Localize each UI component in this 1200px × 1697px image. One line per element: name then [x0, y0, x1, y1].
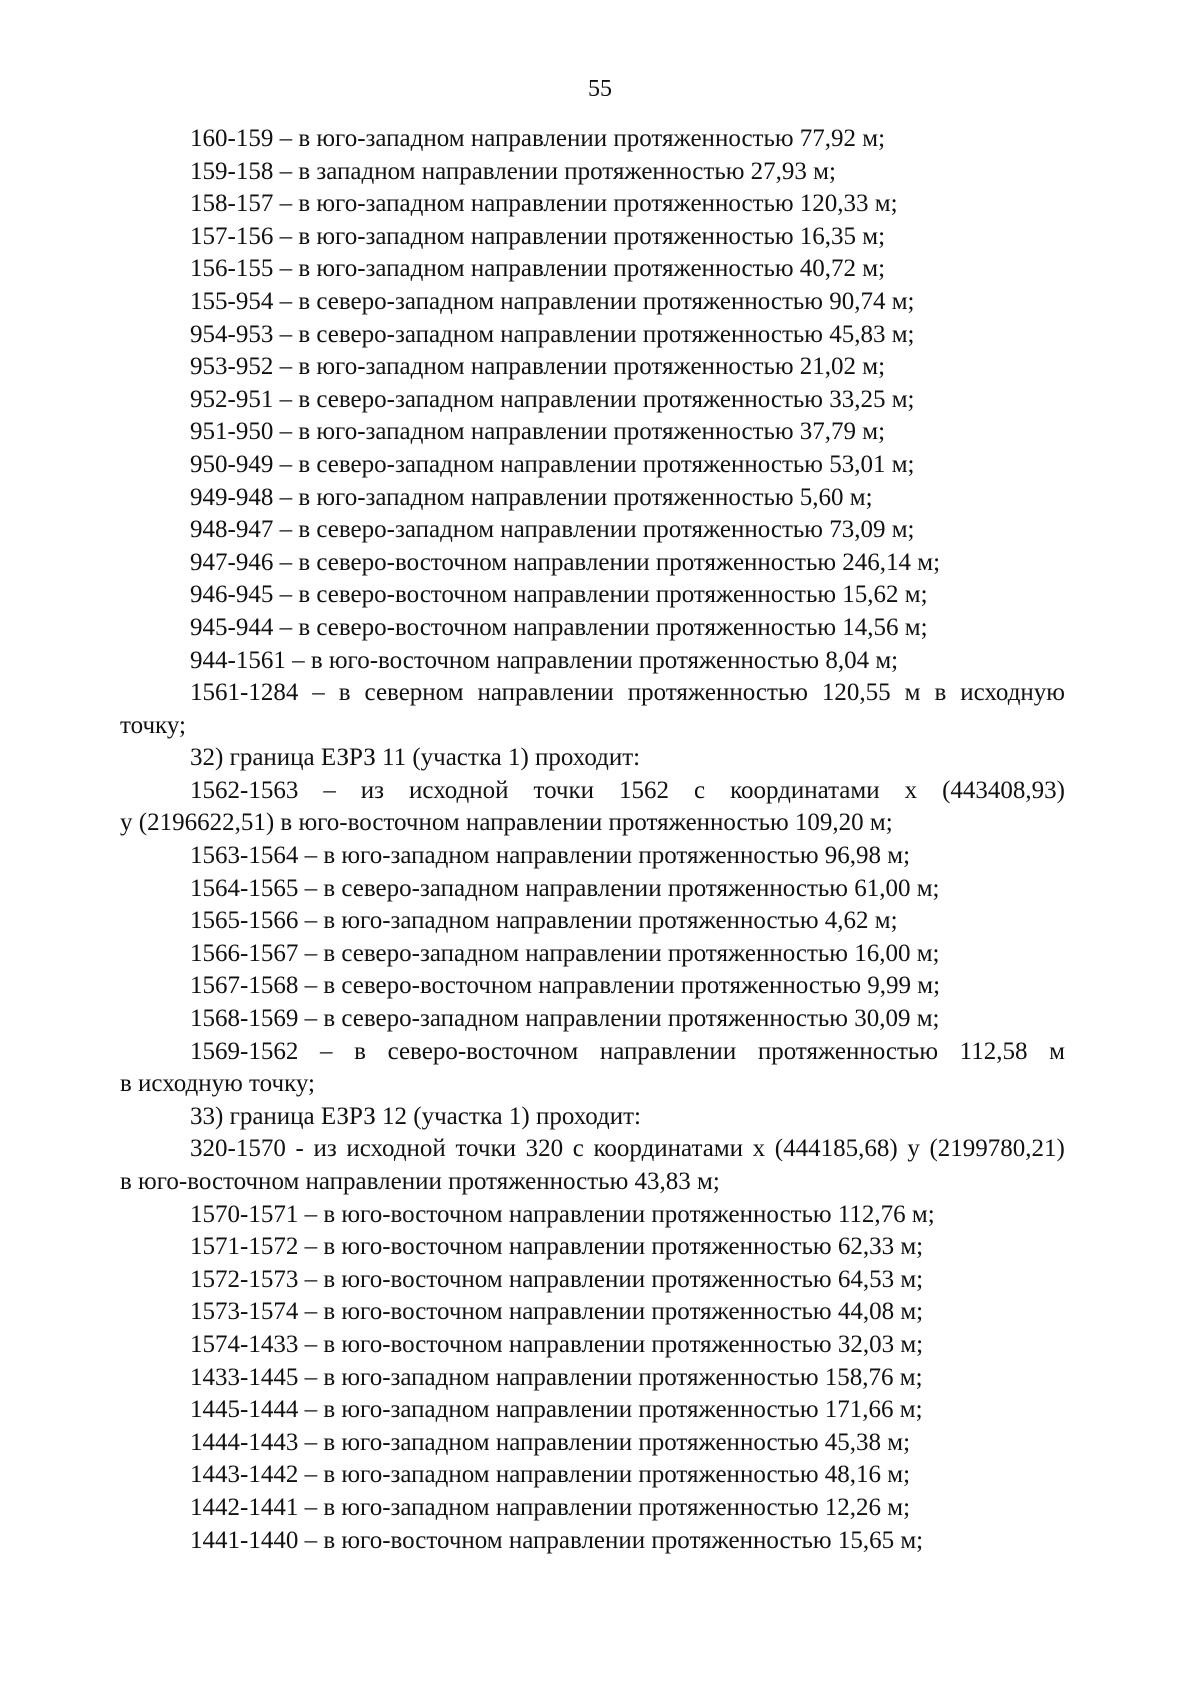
- boundary-line: 951-950 – в юго-западном направлении протяженностью 37,79 м;: [190, 418, 886, 446]
- line-word: в: [934, 679, 947, 707]
- line-word: х: [752, 1135, 766, 1163]
- line-word: 120,55: [821, 679, 891, 707]
- boundary-line: 157-156 – в юго-западном направлении протяженностью 16,35 м;: [190, 222, 886, 250]
- boundary-line: 1445-1444 – в юго-западном направлении протяженностью 171,66 м;: [190, 1396, 923, 1424]
- boundary-line: 948-947 – в северо-западном направлении протяженностью 73,09 м;: [190, 516, 915, 544]
- line-word: –: [323, 776, 336, 804]
- line-word: –: [319, 1037, 333, 1065]
- line-word: направлении: [477, 679, 614, 707]
- line-word: (2199780,21): [929, 1135, 1065, 1163]
- boundary-line: 155-954 – в северо-западном направлении протяженностью 90,74 м;: [190, 287, 915, 315]
- boundary-line: 1564-1565 – в северо-западном направлении протяженностью 61,00 м;: [190, 874, 940, 902]
- line-word: у: [907, 1135, 920, 1163]
- boundary-line: 950-949 – в северо-западном направлении протяженностью 53,01 м;: [190, 450, 915, 478]
- line-word: 112,58: [959, 1037, 1028, 1065]
- line-word: в: [338, 679, 351, 707]
- line-word: северном: [364, 679, 464, 707]
- line-word: протяженностью: [757, 1037, 939, 1065]
- boundary-line-1562-1563: [120, 775, 1065, 808]
- boundary-line: 1571-1572 – в юго-восточном направлении протяженностью 62,33 м;: [190, 1233, 924, 1261]
- line-word: из: [360, 776, 385, 804]
- page-number: 55: [588, 76, 612, 102]
- boundary-lines-block-31: [120, 123, 1065, 677]
- line-word: 1562-1563: [190, 776, 299, 804]
- boundary-line: 945-944 – в северо-восточном направлении протяженностью 14,56 м;: [190, 613, 928, 641]
- boundary-line-1562-1563-cont: у (2196622,51) в юго-восточном направлении протяженностью 109,20 м;: [120, 809, 893, 837]
- boundary-line: 158-157 – в юго-западном направлении протяженностью 120,33 м;: [190, 190, 898, 218]
- boundary-line: 1433-1445 – в юго-западном направлении протяженностью 158,76 м;: [190, 1363, 923, 1391]
- line-word: точки: [455, 1135, 516, 1163]
- line-word: точки: [533, 776, 595, 804]
- boundary-line: 1443-1442 – в юго-западном направлении протяженностью 48,16 м;: [190, 1461, 911, 1489]
- boundary-line-320-1570-cont: в юго-восточном направлении протяженностью 43,83 м;: [120, 1168, 720, 1195]
- boundary-line: 1441-1440 – в юго-восточном направлении протяженностью 15,65 м;: [190, 1526, 924, 1554]
- line-word: в: [354, 1037, 366, 1065]
- boundary-line: 1568-1569 – в северо-западном направлении протяженностью 30,09 м;: [190, 1005, 940, 1033]
- boundary-line: 1444-1443 – в юго-западном направлении протяженностью 45,38 м;: [190, 1428, 911, 1456]
- boundary-line-1569-1562: [120, 1036, 1065, 1069]
- line-word: (443408,93): [942, 776, 1065, 804]
- boundary-line: 1565-1566 – в юго-западном направлении протяженностью 4,62 м;: [190, 907, 898, 935]
- line-word: протяженностью: [627, 679, 808, 707]
- boundary-line: 1566-1567 – в северо-западном направлении протяженностью 16,00 м;: [190, 939, 940, 967]
- boundary-line-1561-1284: [120, 677, 1065, 710]
- line-word: северо-восточном: [387, 1037, 579, 1065]
- boundary-line: 1563-1564 – в юго-западном направлении протяженностью 96,98 м;: [190, 842, 911, 870]
- boundary-line: 952-951 – в северо-западном направлении протяженностью 33,25 м;: [190, 385, 915, 413]
- line-word: с: [694, 776, 706, 804]
- line-word: направлении: [599, 1037, 737, 1065]
- boundary-line: 1572-1573 – в юго-восточном направлении протяженностью 64,53 м;: [190, 1265, 924, 1293]
- boundary-line: 944-1561 – в юго-восточном направлении протяженностью 8,04 м;: [190, 646, 899, 674]
- document-body: [120, 123, 1065, 1557]
- line-word: 320: [525, 1135, 564, 1163]
- boundary-line: 1570-1571 – в юго-восточном направлении протяженностью 112,76 м;: [190, 1200, 935, 1228]
- boundary-lines-block-33: [120, 1199, 1065, 1558]
- boundary-line: 1567-1568 – в северо-восточном направлении протяженностью 9,99 м;: [190, 972, 941, 1000]
- line-word: с: [572, 1135, 584, 1163]
- line-word: из: [313, 1135, 337, 1163]
- line-word: 1562: [619, 776, 670, 804]
- boundary-line: 1442-1441 – в юго-западном направлении протяженностью 12,26 м;: [190, 1493, 911, 1521]
- boundary-line: 947-946 – в северо-восточном направлении протяженностью 246,14 м;: [190, 548, 941, 576]
- section-33-heading: 33) граница ЕЗРЗ 12 (участка 1) проходит:: [190, 1102, 642, 1130]
- boundary-lines-block-32: [120, 840, 1065, 1036]
- boundary-line-1569-1562-cont: в исходную точку;: [120, 1070, 315, 1098]
- line-word: (444185,68): [774, 1135, 898, 1163]
- boundary-line-320-1570: [120, 1133, 1065, 1166]
- line-word: координатами: [730, 776, 880, 804]
- boundary-line: 949-948 – в юго-западном направлении протяженностью 5,60 м;: [190, 483, 873, 511]
- boundary-line-1561-1284-cont: точку;: [120, 711, 186, 739]
- section-32-heading: 32) граница ЕЗРЗ 11 (участка 1) проходит:: [190, 744, 641, 772]
- line-word: х: [904, 776, 918, 804]
- boundary-line: 1574-1433 – в юго-восточном направлении протяженностью 32,03 м;: [190, 1330, 924, 1358]
- boundary-line: 946-945 – в северо-восточном направлении протяженностью 15,62 м;: [190, 581, 928, 609]
- line-word: 320-1570: [190, 1135, 286, 1163]
- line-word: координатами: [593, 1135, 744, 1163]
- line-word: м: [1049, 1037, 1065, 1065]
- line-word: 1569-1562: [190, 1037, 299, 1065]
- boundary-line: 156-155 – в юго-западном направлении протяженностью 40,72 м;: [190, 255, 886, 283]
- line-word: исходной: [409, 776, 509, 804]
- boundary-line: 953-952 – в юго-западном направлении протяженностью 21,02 м;: [190, 353, 886, 381]
- boundary-line: 1573-1574 – в юго-восточном направлении протяженностью 44,08 м;: [190, 1298, 924, 1326]
- line-word: м: [904, 679, 921, 707]
- line-word: исходную: [960, 679, 1065, 707]
- line-word: -: [295, 1135, 304, 1163]
- line-word: исходной: [346, 1135, 446, 1163]
- boundary-line: 159-158 – в западном направлении протяженностью 27,93 м;: [190, 157, 836, 185]
- line-word: 1561-1284: [190, 679, 299, 707]
- line-word: –: [312, 679, 325, 707]
- boundary-line: 954-953 – в северо-западном направлении протяженностью 45,83 м;: [190, 320, 915, 348]
- boundary-line: 160-159 – в юго-западном направлении протяженностью 77,92 м;: [190, 125, 886, 152]
